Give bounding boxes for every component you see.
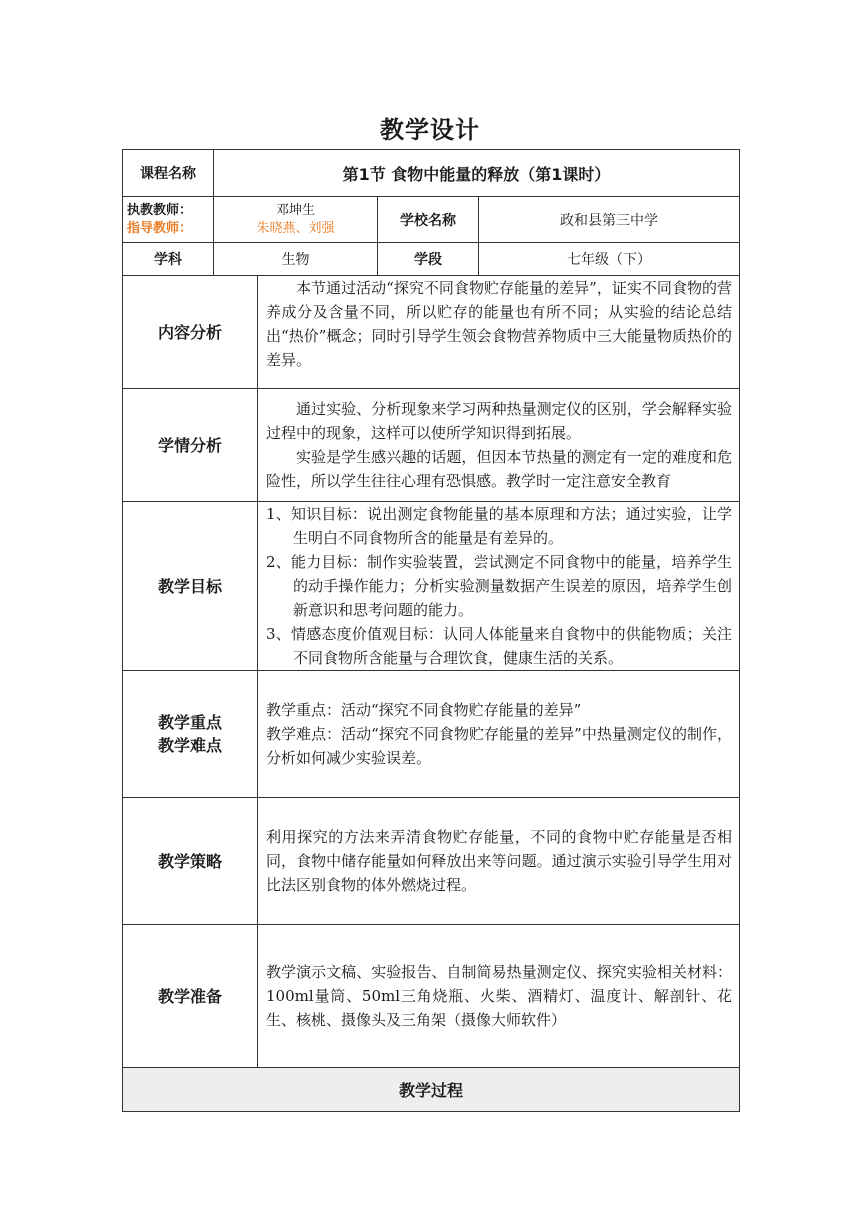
objective-item-knowledge: 1、知识目标：说出测定食物能量的基本原理和方法；通过实验，让学生明白不同食物所含的能量是有差异的。 — [266, 505, 733, 547]
stage-value: 七年级（下） — [479, 243, 740, 276]
subject-value: 生物 — [214, 243, 378, 276]
teacher-names — [214, 197, 378, 243]
difficulty-text: 教学难点：活动“探究不同食物贮存能量的差异”中热量测定仪的制作，分析如何减少实验误差。 — [266, 725, 733, 767]
difficulty-label: 教学难点 — [157, 736, 222, 755]
objective-item-ability: 2、能力目标：制作实验装置，尝试测定不同食物中的能量，培养学生的动手操作能力；分析实验测量数据产生误差的原因，培养学生创新意识和思考问题的能力。 — [266, 553, 733, 619]
subject-row — [123, 243, 740, 276]
preparation-label: 教学准备 — [123, 925, 258, 1068]
strategy-cell — [258, 798, 740, 925]
guide-teacher-label: 指导教师： — [127, 220, 193, 236]
objectives-label: 教学目标 — [123, 502, 258, 671]
key-points-row — [123, 671, 740, 798]
learner-analysis-label: 学情分析 — [123, 389, 258, 502]
course-label: 课程名称 — [123, 150, 214, 197]
content-analysis-row — [123, 276, 740, 389]
teacher-row — [123, 197, 740, 243]
guide-teacher-names: 朱晓燕、刘强 — [256, 220, 335, 236]
teaching-teacher-name: 邓坤生 — [275, 202, 315, 218]
process-heading: 教学过程 — [123, 1068, 740, 1112]
strategy-text: 利用探究的方法来弄清食物贮存能量，不同的食物中贮存能量是否相同，食物中储存能量如何释放出来等问题。通过演示实验引导学生用对比法区别食物的体外燃烧过程。 — [266, 828, 733, 894]
learner-analysis-paragraph-1: 通过实验、分析现象来学习两种热量测定仪的区别，学会解释实验过程中的现象，这样可以使所学知识得到拓展。 — [266, 400, 733, 442]
school-label: 学校名称 — [378, 197, 479, 243]
objective-item-attitude: 3、情感态度价值观目标：认同人体能量来自食物中的供能物质；关注不同食物所含能量与合理饮食，健康生活的关系。 — [266, 625, 733, 667]
preparation-cell — [258, 925, 740, 1068]
strategy-label: 教学策略 — [123, 798, 258, 925]
lesson-plan-table — [122, 149, 740, 1112]
learner-analysis-cell — [258, 389, 740, 502]
key-point-text: 教学重点：活动“探究不同食物贮存能量的差异” — [266, 701, 582, 719]
content-analysis-label: 内容分析 — [123, 276, 258, 389]
preparation-text: 教学演示文稿、实验报告、自制简易热量测定仪、探究实验相关材料：100ml量筒、50ml三角烧瓶、火柴、酒精灯、温度计、解剖针、花生、核桃、摄像头及三角架（摄像大师软件） — [266, 963, 733, 1029]
document-title: 教学设计 — [380, 116, 480, 144]
key-points-label — [123, 671, 258, 798]
course-title: 第1节 食物中能量的释放（第1课时） — [214, 150, 740, 197]
strategy-row — [123, 798, 740, 925]
learner-analysis-row — [123, 389, 740, 502]
objectives-cell — [258, 502, 740, 671]
subject-label: 学科 — [123, 243, 214, 276]
stage-label: 学段 — [378, 243, 479, 276]
teaching-teacher-label: 执教教师： — [127, 202, 193, 218]
learner-analysis-paragraph-2: 实验是学生感兴趣的话题，但因本节热量的测定有一定的难度和危险性，所以学生往往心理有恐惧感。教学时一定注意安全教育 — [266, 448, 733, 490]
process-row — [123, 1068, 740, 1112]
content-analysis-text: 本节通过活动“探究不同食物贮存能量的差异”，证实不同食物的营养成分及含量不同，所以贮存的能量也有所不同；从实验的结论总结出“热价”概念；同时引导学生领会食物营养物质中三大能量物质热价的差异。 — [266, 279, 733, 369]
teacher-labels — [123, 197, 214, 243]
content-analysis-cell — [258, 276, 740, 389]
objectives-row — [123, 502, 740, 671]
key-points-cell — [258, 671, 740, 798]
school-name: 政和县第三中学 — [479, 197, 740, 243]
key-point-label: 教学重点 — [157, 713, 222, 732]
course-row — [123, 150, 740, 197]
preparation-row — [123, 925, 740, 1068]
